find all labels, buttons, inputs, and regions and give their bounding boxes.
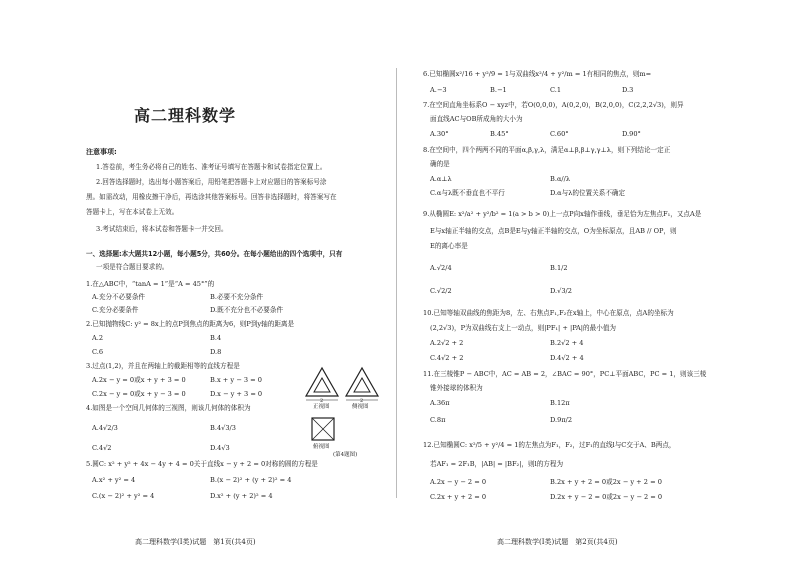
q3-option-d: D.x − y + 3 = 0 bbox=[210, 390, 263, 398]
q5-option-c: C.(x − 2)² + y² = 4 bbox=[92, 492, 155, 500]
q1-option-d: D.既不充分也不必要条件 bbox=[210, 306, 284, 314]
q9-option-d: D.√3/2 bbox=[550, 287, 572, 295]
q2-option-b: B.4 bbox=[210, 334, 222, 342]
q10-option-c: C.4√2 + 2 bbox=[430, 354, 464, 362]
q3-option-c: C.2x − y = 0或x + y − 3 = 0 bbox=[92, 390, 186, 398]
question-6: 6.已知椭圆x²/16 + y²/9 = 1与双曲线x²/4 + y²/m = 1有相同的焦点，则m= bbox=[423, 70, 652, 78]
q6-option-c: C.1 bbox=[550, 86, 562, 94]
fig-dim-side: 2 bbox=[360, 398, 364, 404]
q5-option-d: D.x² + (y + 2)² = 4 bbox=[210, 492, 273, 500]
q12-option-b: B.2x + y + 2 = 0或2x − y + 2 = 0 bbox=[550, 478, 662, 486]
q11-option-a: A.36π bbox=[430, 399, 450, 407]
q6-option-b: B.−1 bbox=[490, 86, 507, 94]
question-1: 1.在△ABC中，“tanA = 1”是“A = 45°”的 bbox=[86, 280, 215, 288]
page-footer-1: 高二理科数学(Ⅰ类)试题 第1页(共4页) bbox=[135, 538, 256, 546]
q7-option-a: A.30° bbox=[430, 130, 449, 138]
question-10: 10.已知等轴双曲线的焦距为8，左、右焦点F₁,F₂在x轴上，中心在原点，点A的坐标为 bbox=[423, 309, 674, 317]
q8-option-a: A.α⊥λ bbox=[430, 175, 452, 183]
q2-option-a: A.2 bbox=[92, 334, 104, 342]
q8-option-b: B.α//λ bbox=[550, 175, 571, 183]
q3-option-a: A.2x − y = 0或x + y + 3 = 0 bbox=[92, 376, 186, 384]
q4-option-a: A.4√2/3 bbox=[92, 424, 118, 432]
q1-option-b: B.必要不充分条件 bbox=[210, 293, 264, 301]
q2-option-d: D.8 bbox=[210, 348, 222, 356]
question-8: 8.在空间中，四个两两不同的平面α,β,γ,λ，满足α⊥β,β⊥γ,γ⊥λ，则下列结论一定正 bbox=[423, 146, 671, 154]
q1-option-c: C.充分必要条件 bbox=[92, 306, 139, 314]
q9-option-b: B.1/2 bbox=[550, 264, 568, 272]
question-9-end: E的离心率是 bbox=[430, 242, 468, 250]
q6-option-a: A.−3 bbox=[430, 86, 447, 94]
note-2-end: 答题卡上，写在本试卷上无效。 bbox=[86, 208, 179, 216]
question-7-cont: 面直线AC与OB所成角的大小为 bbox=[430, 115, 523, 123]
q4-option-c: C.4√2 bbox=[92, 444, 112, 452]
q9-option-a: A.√2/4 bbox=[430, 264, 452, 272]
q9-option-c: C.√2/2 bbox=[430, 287, 452, 295]
section-heading bbox=[86, 250, 342, 258]
q10-option-d: D.4√2 + 4 bbox=[550, 354, 584, 362]
exam-page-2 bbox=[397, 0, 794, 565]
q11-option-b: B.12π bbox=[550, 399, 570, 407]
notes-heading: 注意事项: bbox=[86, 148, 117, 156]
question-5: 5.圆C: x² + y² + 4x − 4y + 4 = 0关于直线x − y + 2 = 0对称的圆的方程是 bbox=[86, 460, 318, 468]
fig-label-side: 侧视图 bbox=[352, 404, 369, 410]
q10-option-b: B.2√2 + 4 bbox=[550, 339, 584, 347]
note-3: 3.考试结束后，将本试卷和答题卡一并交回。 bbox=[96, 225, 228, 233]
q11-option-d: D.9π/2 bbox=[550, 416, 573, 424]
q8-option-d: D.α与λ的位置关系不确定 bbox=[550, 189, 626, 197]
question-12-cont: 若AF₁ = 2F₁B，|AB| = |BF₂|，则l的方程为 bbox=[430, 460, 564, 468]
q7-option-c: C.60° bbox=[550, 130, 569, 138]
q2-option-c: C.6 bbox=[92, 348, 104, 356]
exam-title: 高二理科数学 bbox=[134, 106, 237, 125]
note-2-cont: 黑。如需改动，用橡皮擦干净后，再选涂其他答案标号。回答非选择题时，将答案写在 bbox=[86, 193, 337, 201]
question-9: 9.从椭圆E: x²/a² + y²/b² = 1(a > b > 0)上一点P向x轴作垂线，垂足恰为左焦点F₁，又点A是 bbox=[423, 210, 702, 218]
q6-option-d: D.3 bbox=[622, 86, 634, 94]
q10-option-a: A.2√2 + 2 bbox=[430, 339, 464, 347]
q11-option-c: C.8π bbox=[430, 416, 446, 424]
q7-option-b: B.45° bbox=[490, 130, 509, 138]
question-12: 12.已知椭圆C: x²/5 + y²/4 = 1的左焦点为F₁，F₂，过F₁的直线l与C交于A、B两点， bbox=[423, 441, 676, 449]
front-view-inner bbox=[314, 378, 330, 392]
question-3: 3.过点(1,2)，并且在两轴上的截距相等的直线方程是 bbox=[86, 362, 240, 370]
question-11: 11.在三棱锥P − ABC中，AC = AB = 2，∠BAC = 90°，PC⊥平面ABC，PC = 1，则该三棱 bbox=[423, 370, 707, 378]
q3-option-b: B.x + y − 3 = 0 bbox=[210, 376, 262, 384]
note-1: 1.答卷前，考生务必将自己的姓名、准考证号填写在答题卡和试卷指定位置上。 bbox=[96, 163, 327, 171]
fig-caption: (第4题图) bbox=[333, 452, 358, 458]
question-11-cont: 锥外接球的体积为 bbox=[430, 384, 483, 392]
fig-dim-front: 2 bbox=[320, 398, 324, 404]
q12-option-a: A.2x − y − 2 = 0 bbox=[430, 478, 487, 486]
fig-label-front: 正视图 bbox=[313, 404, 330, 410]
q4-option-d: D.4√3 bbox=[210, 444, 230, 452]
q5-option-b: B.(x − 2)² + (y + 2)² = 4 bbox=[210, 476, 292, 484]
q5-option-a: A.x² + y² = 4 bbox=[92, 476, 136, 484]
question-4: 4.如图是一个空间几何体的三视图，则该几何体的体积为 bbox=[86, 404, 251, 412]
q12-option-d: D.2x + y − 2 = 0或2x − y − 2 = 0 bbox=[550, 493, 663, 501]
q4-option-b: B.4√3/3 bbox=[210, 424, 236, 432]
question-10-cont: (2,2√3)，P为双曲线右支上一动点，则|PF₁| + |PA|的最小值为 bbox=[430, 324, 617, 332]
q12-option-c: C.2x + y + 2 = 0 bbox=[430, 493, 487, 501]
section-heading-text: 一、选择题:本大题共12小题，每小题5分，共60分。在每小题给出的四个选项中，只有 bbox=[86, 250, 343, 258]
side-view-inner bbox=[354, 378, 370, 392]
page-footer-2: 高二理科数学(Ⅰ类)试题 第2页(共4页) bbox=[497, 538, 618, 546]
question-2: 2.已知抛物线C: y² = 8x上的点P到焦点的距离为6，则P到y轴的距离是 bbox=[86, 320, 295, 328]
fig-label-top: 俯视图 bbox=[313, 444, 330, 450]
q1-option-a: A.充分不必要条件 bbox=[92, 293, 146, 301]
question-8-cont: 确的是 bbox=[430, 160, 450, 168]
question-7: 7.在空间直角坐标系O − xyz中，若O(0,0,0)，A(0,2,0)，B(2,0,0)，C(2,2,2√3)，则异 bbox=[423, 101, 684, 109]
note-2: 2.回答选择题时，选出每小题答案后，用铅笔把答题卡上对应题目的答案标号涂 bbox=[96, 178, 327, 186]
question-9-cont: E与x轴正半轴的交点，点B是E与y轴正半轴的交点，O为坐标原点，且AB // OP，则 bbox=[430, 227, 677, 235]
q7-option-d: D.90° bbox=[622, 130, 641, 138]
section-heading-cont: 一项是符合题目要求的。 bbox=[96, 263, 169, 271]
q8-option-c: C.α与λ既不垂直也不平行 bbox=[430, 189, 505, 197]
